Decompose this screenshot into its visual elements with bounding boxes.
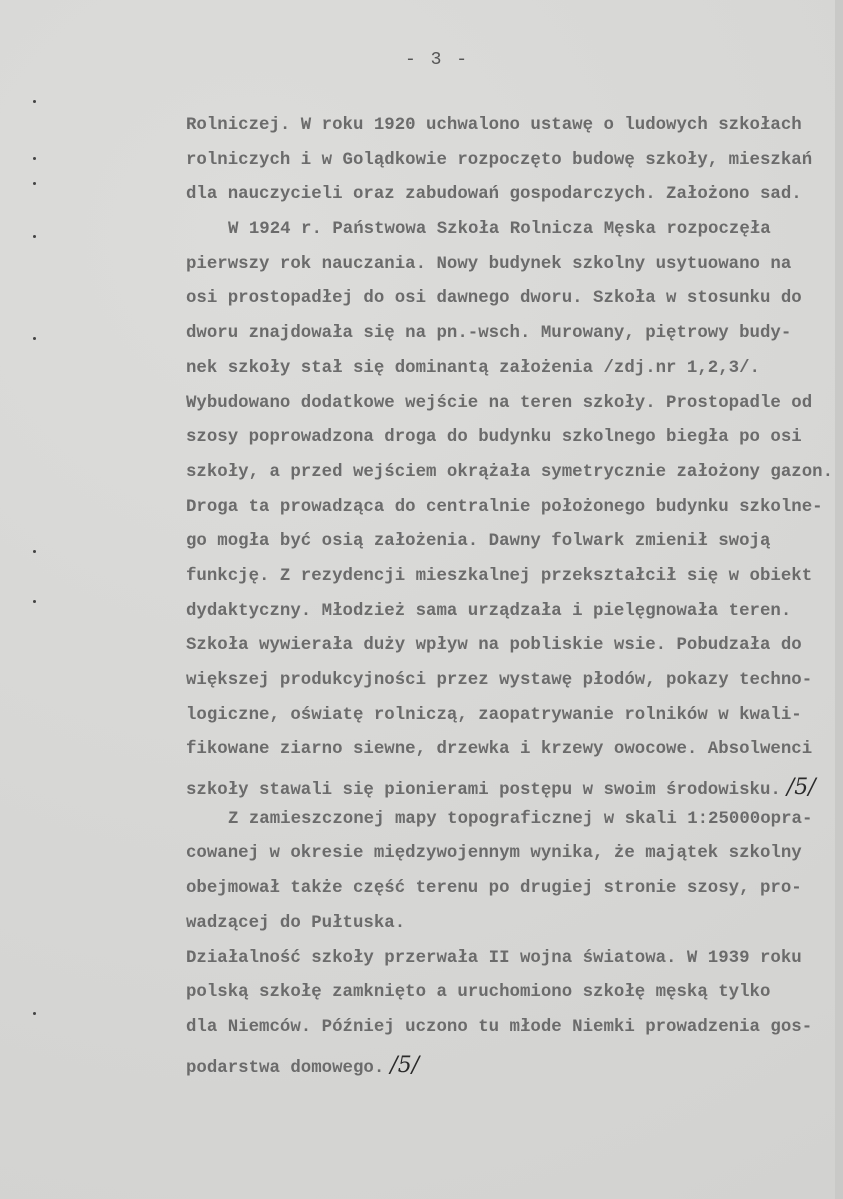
line-text: fikowane ziarno siewne, drzewka i krzewy owocowe. Absolwenci	[186, 740, 813, 760]
text-line	[186, 151, 826, 186]
line-text: dla Niemców. Później uczono tu młode Niemki prowadzenia gos-	[186, 1017, 813, 1037]
line-text: Szkoła wywierała duży wpływ na pobliskie wsie. Pobudzała do	[186, 636, 802, 656]
handwritten-footnote: /5/	[390, 1052, 420, 1078]
margin-mark	[33, 235, 36, 238]
margin-mark	[33, 600, 36, 603]
text-line	[186, 185, 826, 220]
line-text: nek szkoły stał się dominantą założenia /zdj.nr 1,2,3/.	[186, 358, 760, 378]
margin-mark	[33, 182, 36, 185]
margin-mark	[33, 157, 36, 160]
line-text: dla nauczycieli oraz zabudowań gospodarczych. Założono sad.	[186, 185, 802, 205]
text-line	[186, 498, 826, 533]
margin-mark	[33, 337, 36, 340]
line-text: obejmował także część terenu po drugiej stronie szosy, pro-	[186, 879, 802, 899]
page-edge	[835, 0, 843, 1199]
text-line	[186, 567, 826, 602]
line-text: Droga ta prowadząca do centralnie położonego budynku szkolne-	[186, 497, 823, 517]
line-text: szkoły stawali się pionierami postępu w swoim środowisku.	[186, 781, 781, 801]
text-line	[186, 879, 826, 914]
line-text: pierwszy rok nauczania. Nowy budynek szkolny usytuowano na	[186, 254, 792, 274]
line-text: go mogła być osią założenia. Dawny folwark zmienił swoją	[186, 532, 771, 552]
line-text: Wybudowano dodatkowe wejście na teren szkoły. Prostopadle od	[186, 393, 813, 413]
line-text: szkoły, a przed wejściem okrążała symetrycznie założony gazon.	[186, 462, 834, 482]
line-text: polską szkołę zamknięto a uruchomiono szkołę męską tylko	[186, 983, 771, 1003]
text-line	[186, 255, 826, 290]
line-text: logiczne, oświatę rolniczą, zaopatrywanie rolników w kwali-	[186, 705, 802, 725]
text-line	[186, 289, 826, 324]
text-line	[186, 220, 826, 255]
line-text: większej produkcyjności przez wystawę płodów, pokazy techno-	[186, 671, 813, 690]
margin-mark	[33, 100, 36, 103]
text-line	[186, 1053, 826, 1088]
line-text: funkcję. Z rezydencji mieszkalnej przekształcił się w obiekt	[186, 566, 813, 586]
document-body	[186, 116, 834, 1087]
text-line	[186, 116, 826, 151]
text-line	[186, 671, 826, 706]
text-line	[186, 844, 826, 879]
page-number: - 3 -	[405, 50, 470, 70]
text-line	[186, 740, 826, 775]
text-line	[186, 810, 826, 845]
line-text: dydaktyczny. Młodzież sama urządzała i pielęgnowała teren.	[186, 601, 792, 621]
line-text: Z zamieszczonej mapy topograficznej w skali 1:25000opra-	[228, 809, 813, 829]
text-line	[186, 428, 826, 463]
handwritten-footnote: /5/	[786, 775, 816, 801]
text-line	[186, 532, 826, 567]
line-text: wadzącej do Pułtuska.	[186, 913, 406, 933]
margin-mark	[33, 1012, 36, 1015]
text-line	[186, 775, 826, 810]
line-text: Działalność szkoły przerwała II wojna światowa. W 1939 roku	[186, 948, 802, 968]
text-line	[186, 706, 826, 741]
text-line	[186, 983, 826, 1018]
line-text: szosy poprowadzona droga do budynku szkolnego biegła po osi	[186, 428, 802, 448]
line-text: cowanej w okresie międzywojennym wynika, że majątek szkolny	[186, 844, 802, 864]
line-text: Rolniczej. W roku 1920 uchwalono ustawę o ludowych szkołach	[186, 116, 802, 135]
line-text: dworu znajdowała się na pn.-wsch. Murowany, piętrowy budy-	[186, 324, 792, 344]
line-text: W 1924 r. Państwowa Szkoła Rolnicza Męska rozpoczęła	[228, 220, 771, 240]
text-line	[186, 324, 826, 359]
text-line	[186, 394, 826, 429]
text-line	[186, 949, 826, 984]
line-text: podarstwa domowego.	[186, 1058, 385, 1078]
text-line	[186, 462, 834, 498]
text-line	[186, 914, 826, 949]
text-line	[186, 602, 826, 637]
margin-mark	[33, 550, 36, 553]
text-line	[186, 636, 826, 671]
text-line	[186, 359, 826, 394]
line-text: osi prostopadłej do osi dawnego dworu. Szkoła w stosunku do	[186, 289, 802, 309]
line-text: rolniczych i w Golądkowie rozpoczęto budowę szkoły, mieszkań	[186, 150, 813, 170]
text-line	[186, 1018, 826, 1053]
